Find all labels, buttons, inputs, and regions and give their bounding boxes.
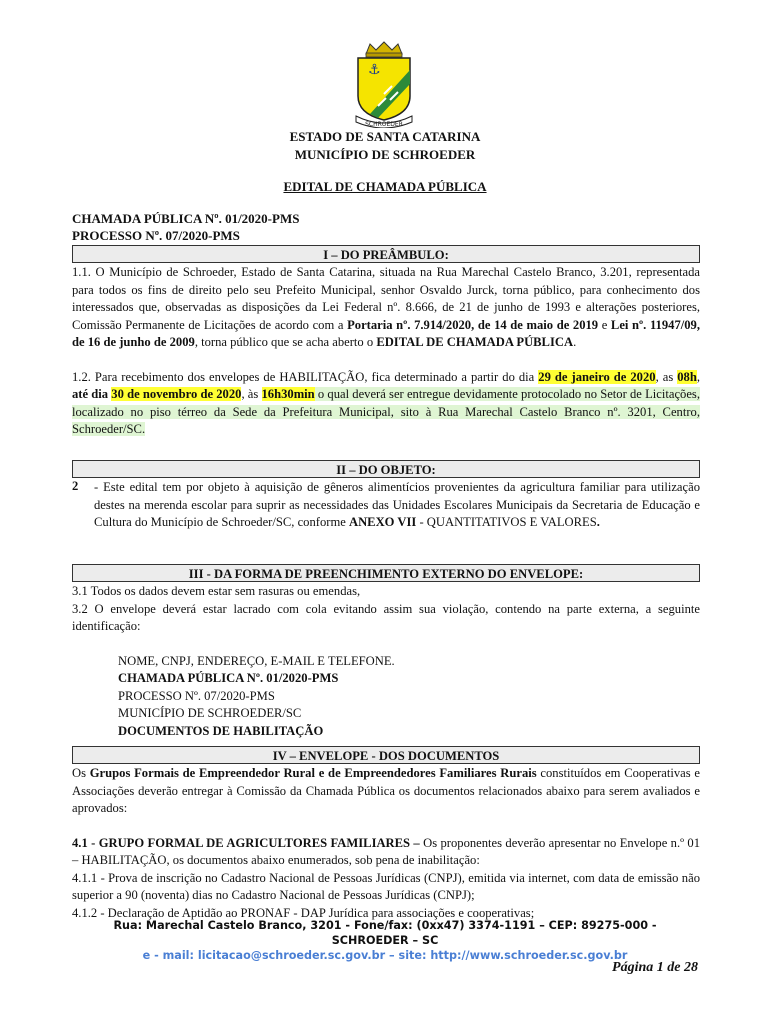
section-title: IV – ENVELOPE - DOS DOCUMENTOS <box>72 746 700 764</box>
section-title: II – DO OBJETO: <box>72 460 700 478</box>
paragraph-3-1: 3.1 Todos os dados devem estar sem rasuras ou emendas, <box>72 584 361 598</box>
envelope-line-municipio: MUNICÍPIO DE SCHROEDER/SC <box>118 706 302 720</box>
paragraph-4-intro: Os Grupos Formais de Empreendedor Rural e de Empreendedores Familiares Rurais constituídos em Cooperativas e Associações deverão entregar à Comissão da Chamada Pública os documentos relacionados abaixo para serem avaliados e aprovados: <box>72 766 701 815</box>
envelope-line-chamada: CHAMADA PÚBLICA Nº. 01/2020-PMS <box>118 671 339 685</box>
item-text: - Este edital tem por objeto à aquisição de gêneros alimentícios provenientes da agricultura familiar para utilização destes na merenda escolar para suprir as necessidades das Unidades Escolares Municipais da Secretaria de Educação e Cultura do Município de Schroeder/SC, conforme ANEXO VII - QUANTITATIVOS E VALORES. <box>94 480 700 529</box>
paragraph-1-1: 1.1. O Município de Schroeder, Estado de Santa Catarina, situada na Rua Marechal Castelo Branco, 3.201, representada para todos os fins de direito pelo seu Prefeito Municipal, senhor Osvaldo Jurck, torna público, para conhecimento dos interessados que, observadas as disposições da Lei Federal nº. 8.666, de 21 de junho de 1993 e alterações posteriores, Comissão Permanente de Licitações de acordo com a Portaria nº. 7.914/2020, de 14 de maio de 2019 e Lei nº. 11947/09, de 16 de junho de 2009, torna público que se acha aberto o EDITAL DE CHAMADA PÚBLICA. <box>72 265 700 349</box>
section-title: I – DO PREÂMBULO: <box>72 245 700 263</box>
envelope-line-processo: PROCESSO Nº. 07/2020-PMS <box>118 688 275 703</box>
page-footer <box>0 918 770 963</box>
paragraph-1-2: 1.2. Para recebimento dos envelopes de HABILITAÇÃO, fica determinado a partir do dia 29 de janeiro de 2020, as 08h, até dia 30 de novembro de 2020, às 16h30min o qual deverá ser entregue devidamente protocolado no Setor de Licitações, localizado no piso térreo da Sede da Prefeitura Municipal, sito à Rua Marechal Castelo Branco nº. 3201, Centro, Schroeder/SC. <box>72 369 700 436</box>
objeto-item <box>72 479 700 532</box>
paragraph-4-1: 4.1 - GRUPO FORMAL DE AGRICULTORES FAMILIARES – Os proponentes deverão apresentar no Envelope n.º 01 – HABILITAÇÃO, os documentos abaixo enumerados, sob pena de inabilitação: <box>72 835 700 867</box>
section-envelope-externo <box>72 564 700 740</box>
chamada-number: CHAMADA PÚBLICA Nº. 01/2020-PMS <box>72 211 300 226</box>
header-state-municipality <box>0 128 770 164</box>
section-objeto <box>72 460 700 532</box>
envelope-line-name: NOME, CNPJ, ENDEREÇO, E-MAIL E TELEFONE. <box>118 653 395 668</box>
edital-title: EDITAL DE CHAMADA PÚBLICA <box>283 179 487 194</box>
footer-city: SCHROEDER – SC <box>331 934 439 947</box>
document-ids <box>72 210 700 244</box>
footer-address: Rua: Marechal Castelo Branco, 3201 - Fone/fax: (0xx47) 3374-1191 – CEP: 89275-000 - <box>113 919 657 932</box>
header-municipality: MUNICÍPIO DE SCHROEDER <box>294 147 476 162</box>
envelope-identification <box>72 653 700 741</box>
processo-number: PROCESSO Nº. 07/2020-PMS <box>72 228 240 243</box>
page-number: Página 1 de 28 <box>612 960 698 975</box>
item-number: 2 <box>72 479 79 493</box>
section-title: III - DA FORMA DE PREENCHIMENTO EXTERNO DO ENVELOPE: <box>72 564 700 582</box>
section-preambulo <box>72 245 700 439</box>
paragraph-3-2: 3.2 O envelope deverá estar lacrado com cola evitando assim sua violação, contendo na parte externa, a seguinte identificação: <box>72 601 700 633</box>
paragraph-4-1-2: 4.1.2 - Declaração de Aptidão ao PRONAF - DAP Jurídica para associações e cooperativas; <box>72 905 535 920</box>
crest-label: SCHROEDER <box>365 121 403 128</box>
paragraph-4-1-1: 4.1.1 - Prova de inscrição no Cadastro Nacional de Pessoas Jurídicas (CNPJ), emitida via internet, com data de emissão não superior a 90 (noventa) dias no Cadastro Nacional de Pessoas Jurídicas (CNPJ); <box>72 870 700 902</box>
footer-contact-link[interactable]: e - mail: licitacao@schroeder.sc.gov.br – site: http://www.schroeder.sc.gov.br <box>142 949 628 962</box>
municipal-crest-logo <box>344 40 424 128</box>
envelope-line-documentos: DOCUMENTOS DE HABILITAÇÃO <box>118 723 324 738</box>
section-documentos <box>72 746 700 922</box>
header-state: ESTADO DE SANTA CATARINA <box>289 129 481 144</box>
svg-text:⚓: ⚓ <box>368 62 381 78</box>
